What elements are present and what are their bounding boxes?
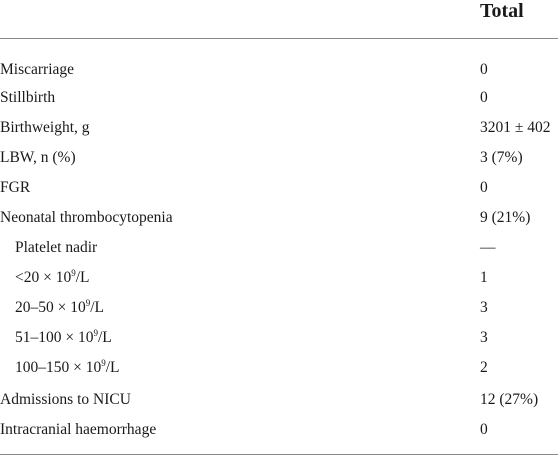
table-row	[0, 148, 558, 174]
table-row	[0, 268, 558, 294]
label-text: 20–50 × 10	[15, 299, 86, 316]
label-text: 51–100 × 10	[15, 329, 94, 346]
row-value: 3	[480, 299, 488, 316]
row-label: Birthweight, g	[0, 119, 90, 136]
row-label	[15, 298, 104, 318]
row-value: 12 (27%)	[480, 391, 539, 408]
row-value: —	[480, 239, 496, 256]
row-label: Platelet nadir	[15, 239, 98, 256]
row-label: Miscarriage	[0, 61, 75, 78]
row-label	[15, 358, 120, 378]
row-value: 0	[480, 179, 488, 196]
table-row	[0, 390, 558, 416]
column-header-total: Total	[480, 0, 524, 22]
row-value: 1	[480, 269, 488, 286]
table-row	[0, 328, 558, 354]
label-unit: /L	[75, 269, 90, 286]
table-row	[0, 238, 558, 264]
row-label: Admissions to NICU	[0, 391, 131, 408]
label-text: <20 × 10	[15, 269, 72, 286]
header-divider	[0, 38, 558, 39]
row-value: 3	[480, 329, 488, 346]
label-unit: /L	[98, 329, 112, 346]
label-unit: /L	[105, 359, 120, 376]
row-value: 2	[480, 359, 488, 376]
row-value: 0	[480, 89, 488, 106]
row-value: 3201 ± 402	[480, 119, 551, 136]
table-row	[0, 420, 558, 446]
row-value: 9 (21%)	[480, 209, 531, 226]
table-row	[0, 88, 558, 114]
row-value: 0	[480, 61, 488, 78]
row-label	[15, 268, 90, 288]
row-value: 0	[480, 421, 488, 438]
row-label: Stillbirth	[0, 89, 56, 106]
row-label: FGR	[0, 179, 31, 196]
label-exponent: 9	[85, 298, 91, 308]
label-exponent: 9	[71, 268, 76, 278]
label-exponent: 9	[93, 328, 98, 338]
table-row	[0, 178, 558, 204]
label-unit: /L	[90, 299, 105, 316]
row-label: LBW, n (%)	[0, 149, 76, 166]
row-label	[15, 328, 112, 348]
table-row	[0, 208, 558, 234]
row-label: Neonatal thrombocytopenia	[0, 209, 173, 226]
row-value: 3 (7%)	[480, 149, 523, 166]
table-row	[0, 118, 558, 144]
table-row	[0, 298, 558, 324]
table-bottom-rule	[0, 454, 558, 455]
table-row	[0, 358, 558, 384]
label-text: 100–150 × 10	[15, 359, 102, 376]
table-row	[0, 60, 558, 86]
row-label: Intracranial haemorrhage	[0, 421, 157, 438]
label-exponent: 9	[101, 358, 106, 368]
table-header	[0, 0, 558, 39]
